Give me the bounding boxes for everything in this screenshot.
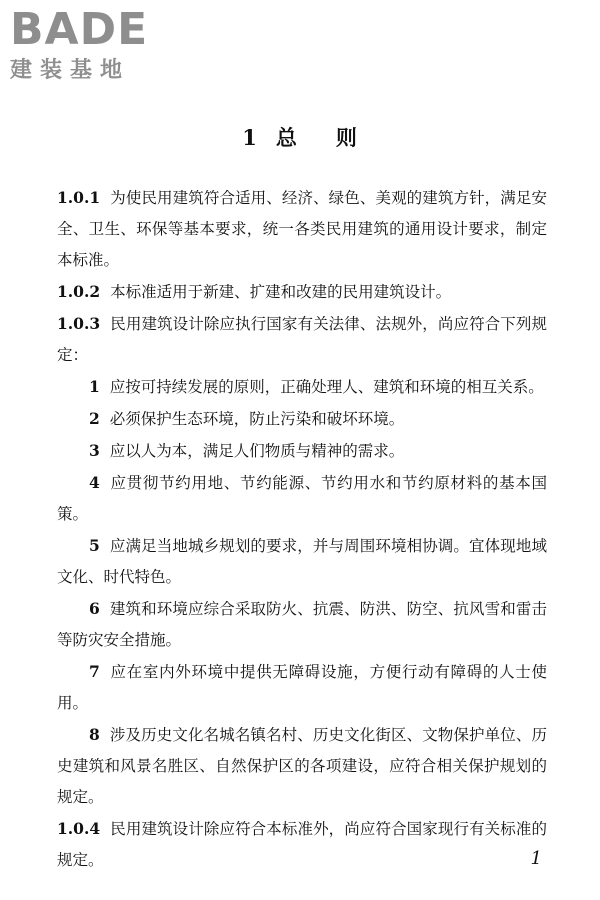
clause-text: 民用建筑设计除应符合本标准外，尚应符合国家现行有关标准的规定。 xyxy=(57,820,547,869)
list-item-1 xyxy=(57,371,547,403)
document-body xyxy=(57,182,547,876)
clause-number: 1.0.2 xyxy=(57,282,101,301)
item-text: 应在室内外环境中提供无障碍设施，方便行动有障碍的人士使用。 xyxy=(57,663,547,712)
item-number: 1 xyxy=(89,377,100,396)
item-number: 5 xyxy=(89,536,100,555)
logo-subtitle: 建装基地 xyxy=(10,58,131,83)
chapter-heading xyxy=(0,122,600,152)
item-number: 7 xyxy=(89,662,100,681)
list-item-7 xyxy=(57,656,547,719)
item-text: 涉及历史文化名城名镇名村、历史文化街区、文物保护单位、历史建筑和风景名胜区、自然保护区的各项建设，应符合相关保护规划的规定。 xyxy=(57,726,547,806)
clause-number: 1.0.1 xyxy=(57,188,101,207)
list-item-5 xyxy=(57,530,547,593)
item-text: 必须保护生态环境，防止污染和破坏环境。 xyxy=(109,410,405,428)
list-item-4 xyxy=(57,467,547,530)
chapter-number: 1 xyxy=(242,125,258,150)
list-item-3 xyxy=(57,435,547,467)
item-text: 应满足当地城乡规划的要求，并与周围环境相协调。宜体现地域文化、时代特色。 xyxy=(57,537,547,586)
list-item-8 xyxy=(57,719,547,813)
clause-1-0-2 xyxy=(57,276,547,308)
list-item-2 xyxy=(57,403,547,435)
item-text: 应按可持续发展的原则，正确处理人、建筑和环境的相互关系。 xyxy=(109,378,544,396)
item-text: 应贯彻节约用地、节约能源、节约用水和节约原材料的基本国策。 xyxy=(57,474,547,523)
clause-text: 为使民用建筑符合适用、经济、绿色、美观的建筑方针，满足安全、卫生、环保等基本要求，统一各类民用建筑的通用设计要求，制定本标准。 xyxy=(57,189,547,269)
clause-number: 1.0.3 xyxy=(57,314,101,333)
chapter-title-part1: 总 xyxy=(275,125,298,150)
item-number: 3 xyxy=(89,441,100,460)
clause-1-0-1 xyxy=(57,182,547,276)
clause-text: 民用建筑设计除应执行国家有关法律、法规外，尚应符合下列规定： xyxy=(57,315,547,364)
chapter-title-part2: 则 xyxy=(335,125,358,150)
clause-number: 1.0.4 xyxy=(57,819,101,838)
item-text: 应以人为本，满足人们物质与精神的需求。 xyxy=(109,442,405,460)
item-number: 8 xyxy=(89,725,100,744)
clause-text: 本标准适用于新建、扩建和改建的民用建筑设计。 xyxy=(110,283,452,301)
page-number: 1 xyxy=(530,848,542,869)
bade-logo xyxy=(10,6,180,84)
list-item-6 xyxy=(57,593,547,656)
clause-1-0-3 xyxy=(57,308,547,371)
logo-wordmark: BADE xyxy=(10,4,149,55)
item-number: 2 xyxy=(89,409,100,428)
item-number: 6 xyxy=(89,599,100,618)
item-text: 建筑和环境应综合采取防火、抗震、防洪、防空、抗风雪和雷击等防灾安全措施。 xyxy=(57,600,547,649)
item-number: 4 xyxy=(89,473,100,492)
clause-1-0-4 xyxy=(57,813,547,876)
